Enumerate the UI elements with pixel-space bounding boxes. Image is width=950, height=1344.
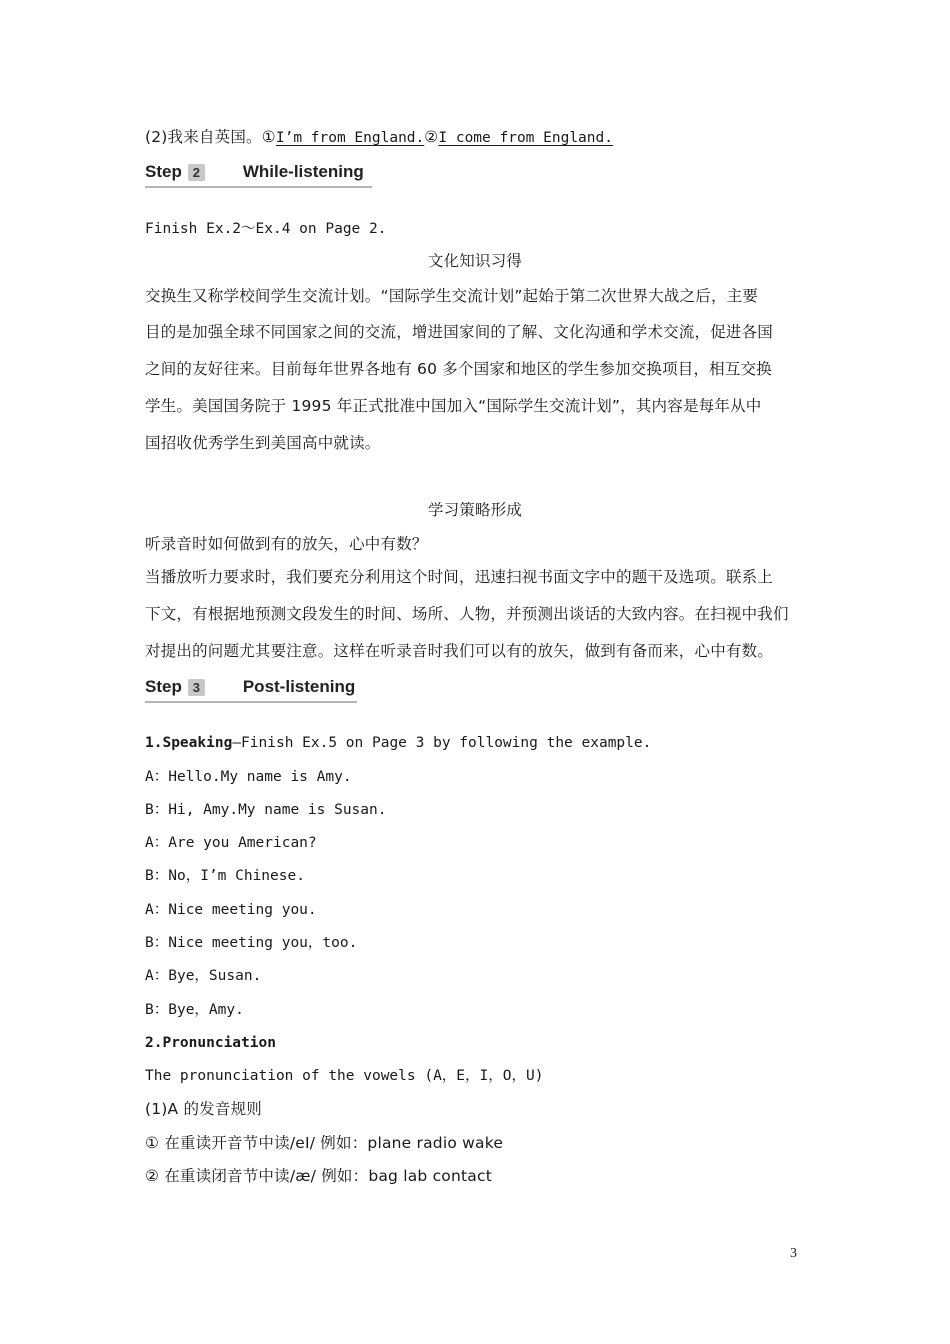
intro-line xyxy=(145,127,613,148)
step-label: Step xyxy=(145,677,182,696)
step-2-heading xyxy=(145,159,364,185)
dialogue-line: A：Hello.My name is Amy. xyxy=(145,769,352,785)
step-2-rule xyxy=(145,186,372,188)
speaking-text: —Finish Ex.5 on Page 3 by following the example. xyxy=(232,735,652,751)
pronunciation-rule: ② 在重读闭音节中读/æ/ 例如：bag lab contact xyxy=(145,1167,492,1185)
intro-prefix: (2)我来自英国。① xyxy=(145,128,276,146)
step-number-badge: 2 xyxy=(188,164,205,181)
page-number: 3 xyxy=(790,1246,797,1261)
speaking-label: 1.Speaking xyxy=(145,735,233,751)
strategy-paragraph-line: 当播放听力要求时，我们要充分利用这个时间，迅速扫视书面文字中的题干及选项。联系上 xyxy=(145,568,774,586)
pronunciation-label: 2.Pronunciation xyxy=(145,1035,276,1051)
dialogue-line: A：Bye，Susan. xyxy=(145,968,262,984)
step-title: While-listening xyxy=(242,162,364,181)
culture-paragraph-line: 学生。美国国务院于 1995 年正式批准中国加入“国际学生交流计划”，其内容是每年从中 xyxy=(145,397,762,415)
answer-1: I’m from England. xyxy=(275,130,425,146)
dialogue-line: B：No，I’m Chinese. xyxy=(145,868,305,884)
step-title: Post-listening xyxy=(242,677,356,696)
culture-paragraph-line: 目的是加强全球不同国家之间的交流，增进国家间的了解、文化沟通和学术交流，促进各国 xyxy=(145,323,774,341)
culture-title: 文化知识习得 xyxy=(427,252,523,270)
culture-paragraph-line: 国招收优秀学生到美国高中就读。 xyxy=(145,434,381,452)
strategy-title: 学习策略形成 xyxy=(427,501,523,519)
dialogue-line: B：Bye，Amy. xyxy=(145,1002,244,1018)
dialogue-line: B：Hi, Amy.My name is Susan. xyxy=(145,802,387,818)
speaking-instruction xyxy=(145,733,651,753)
step-label: Step xyxy=(145,162,182,181)
step-3-rule xyxy=(145,701,357,703)
strategy-paragraph-line: 下文，有根据地预测文段发生的时间、场所、人物，并预测出谈话的大致内容。在扫视中我们 xyxy=(145,605,789,623)
pronunciation-rule-title: (1)A 的发音规则 xyxy=(145,1100,262,1118)
dialogue-line: B：Nice meeting you，too. xyxy=(145,935,358,951)
answer-2: I come from England. xyxy=(438,130,613,146)
culture-paragraph-line: 之间的友好往来。目前每年世界各地有 60 多个国家和地区的学生参加交换项目，相互交换 xyxy=(145,360,772,378)
dialogue-line: A：Are you American? xyxy=(145,835,317,851)
answer-separator: ② xyxy=(424,128,439,146)
strategy-paragraph-line: 对提出的问题尤其要注意。这样在听录音时我们可以有的放矢，做到有备而来，心中有数。 xyxy=(145,642,774,660)
culture-paragraph-line: 交换生又称学校间学生交流计划。“国际学生交流计划”起始于第二次世界大战之后，主要 xyxy=(145,287,759,305)
step-3-heading xyxy=(145,674,355,700)
strategy-question: 听录音时如何做到有的放矢，心中有数？ xyxy=(145,535,428,553)
pronunciation-intro: The pronunciation of the vowels (A，E，I，O，U) xyxy=(145,1068,544,1084)
step-number-badge: 3 xyxy=(188,679,205,696)
step2-instruction: Finish Ex.2～Ex.4 on Page 2. xyxy=(145,221,387,237)
pronunciation-rule: ① 在重读开音节中读/eI/ 例如：plane radio wake xyxy=(145,1134,504,1152)
dialogue-line: A：Nice meeting you. xyxy=(145,902,317,918)
